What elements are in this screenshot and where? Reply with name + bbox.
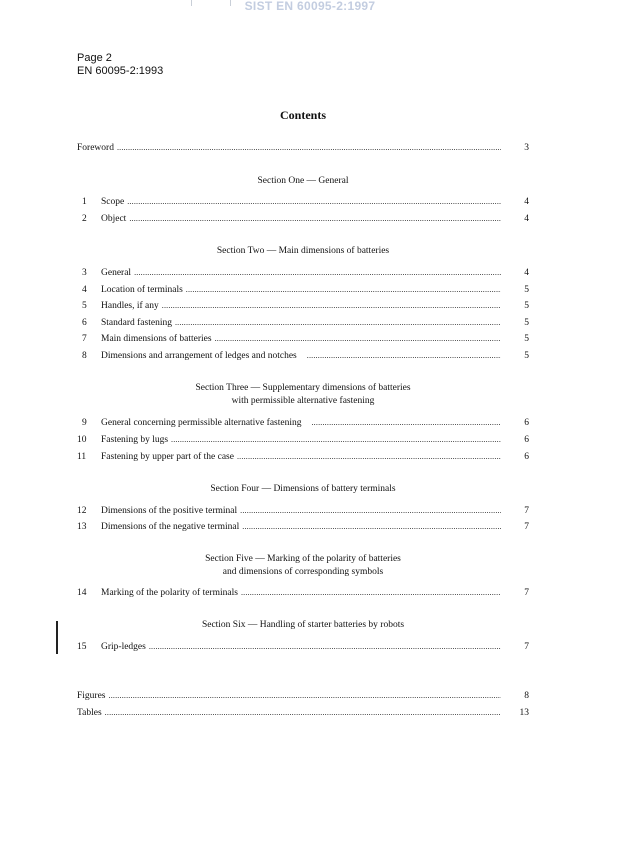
toc-page: 13: [519, 708, 529, 718]
section-heading: Section Two — Main dimensions of batteries: [216, 246, 390, 256]
toc-number: 4: [82, 285, 87, 295]
toc-label: Foreword: [77, 143, 114, 153]
toc-number: 9: [82, 418, 87, 428]
toc-entry[interactable]: [77, 433, 529, 447]
toc-entry[interactable]: [77, 212, 529, 226]
toc-entry[interactable]: [77, 349, 529, 363]
toc-page: 7: [524, 642, 529, 652]
toc-page: 7: [524, 522, 529, 532]
toc-entry[interactable]: [77, 416, 529, 430]
toc-label: Figures: [77, 691, 106, 701]
toc-label: Grip-ledges: [101, 642, 146, 652]
toc-entry[interactable]: [77, 266, 529, 280]
toc-label: Scope: [101, 197, 125, 207]
toc-number: 1: [82, 197, 87, 207]
toc-page: 5: [524, 285, 529, 295]
toc-entry[interactable]: [77, 504, 529, 518]
dot-leader: [186, 283, 501, 297]
standard-id: EN 60095-2:1993: [77, 65, 164, 77]
page-header: [77, 52, 163, 78]
dot-leader: [109, 689, 502, 703]
toc-number: 8: [82, 351, 87, 361]
dot-leader: [134, 266, 501, 280]
toc-number: 10: [77, 435, 87, 445]
toc-entry[interactable]: [77, 195, 529, 209]
toc-entry[interactable]: [77, 316, 529, 330]
toc-page: 5: [524, 318, 529, 328]
dot-leader: [215, 332, 501, 346]
dot-leader: [237, 450, 501, 464]
toc-page: 3: [524, 143, 529, 153]
toc-label: Marking of the polarity of terminals: [101, 588, 238, 598]
toc-entry-foreword[interactable]: [77, 141, 529, 155]
toc-entry[interactable]: [77, 586, 529, 600]
toc-label: Fastening by upper part of the case: [101, 452, 234, 462]
toc-entry[interactable]: [77, 283, 529, 297]
dot-leader: [149, 640, 501, 654]
dot-leader: [175, 316, 501, 330]
toc-entry-tables[interactable]: [77, 706, 529, 720]
toc-page: 4: [524, 197, 529, 207]
toc-number: 3: [82, 268, 87, 278]
contents-title: Contents: [279, 108, 326, 122]
toc-label: Tables: [77, 708, 102, 718]
toc-entry[interactable]: [77, 332, 529, 346]
toc-number: 6: [82, 318, 87, 328]
toc-entry[interactable]: [77, 299, 529, 313]
toc-page: 6: [524, 418, 529, 428]
toc-page: 5: [524, 351, 529, 361]
toc-page: 7: [524, 588, 529, 598]
toc-label: Dimensions and arrangement of ledges and notches: [101, 351, 297, 361]
toc-entry[interactable]: [77, 640, 529, 654]
toc-page: 5: [524, 334, 529, 344]
toc-page: 4: [524, 268, 529, 278]
toc-label: General concerning permissible alternative fastening: [101, 418, 302, 428]
watermark-tick: [230, 0, 231, 6]
toc-number: 14: [77, 588, 87, 598]
toc-label: Object: [101, 214, 127, 224]
toc-label: General: [101, 268, 132, 278]
toc-number: 12: [77, 506, 87, 516]
dot-leader: [171, 433, 501, 447]
section-heading: Section Three — Supplementary dimensions of batteries with permissible alternative fastening: [195, 383, 411, 406]
toc-number: 11: [77, 452, 87, 462]
toc-label: Fastening by lugs: [101, 435, 169, 445]
page-number: Page 2: [77, 52, 112, 64]
section-heading: Section One — General: [257, 176, 349, 186]
watermark: SIST EN 60095-2:1997: [244, 0, 376, 13]
dot-leader: [105, 706, 501, 720]
dot-leader: [162, 299, 501, 313]
toc-page: 7: [524, 506, 529, 516]
dot-leader: [240, 504, 501, 518]
section-heading: Section Six — Handling of starter batteries by robots: [201, 620, 405, 630]
toc-entry[interactable]: [77, 450, 529, 464]
toc-page: 6: [524, 435, 529, 445]
toc-label: Dimensions of the negative terminal: [101, 522, 240, 532]
toc-entry-figures[interactable]: [77, 689, 529, 703]
dot-leader: [242, 520, 501, 534]
dot-leader: [127, 195, 501, 209]
toc-page: 4: [524, 214, 529, 224]
toc-page: 5: [524, 301, 529, 311]
dot-leader: [307, 349, 501, 363]
toc-label: Dimensions of the positive terminal: [101, 506, 238, 516]
toc-number: 2: [82, 214, 87, 224]
dot-leader: [129, 212, 501, 226]
toc-label: Location of terminals: [101, 285, 183, 295]
toc-number: 15: [77, 642, 87, 652]
toc-number: 5: [82, 301, 87, 311]
toc-entry[interactable]: [77, 520, 529, 534]
toc-page: 8: [524, 691, 529, 701]
toc-number: 7: [82, 334, 87, 344]
toc-label: Standard fastening: [101, 318, 172, 328]
dot-leader: [311, 416, 501, 430]
dot-leader: [241, 586, 501, 600]
toc-number: 13: [77, 522, 87, 532]
toc-page: 6: [524, 452, 529, 462]
section-heading: Section Five — Marking of the polarity of batteries and dimensions of corresponding symbols: [205, 554, 401, 577]
section-heading: Section Four — Dimensions of battery terminals: [210, 484, 396, 494]
toc-label: Handles, if any: [101, 301, 159, 311]
watermark-tick: [191, 0, 192, 6]
toc-label: Main dimensions of batteries: [101, 334, 212, 344]
dot-leader: [117, 141, 501, 155]
